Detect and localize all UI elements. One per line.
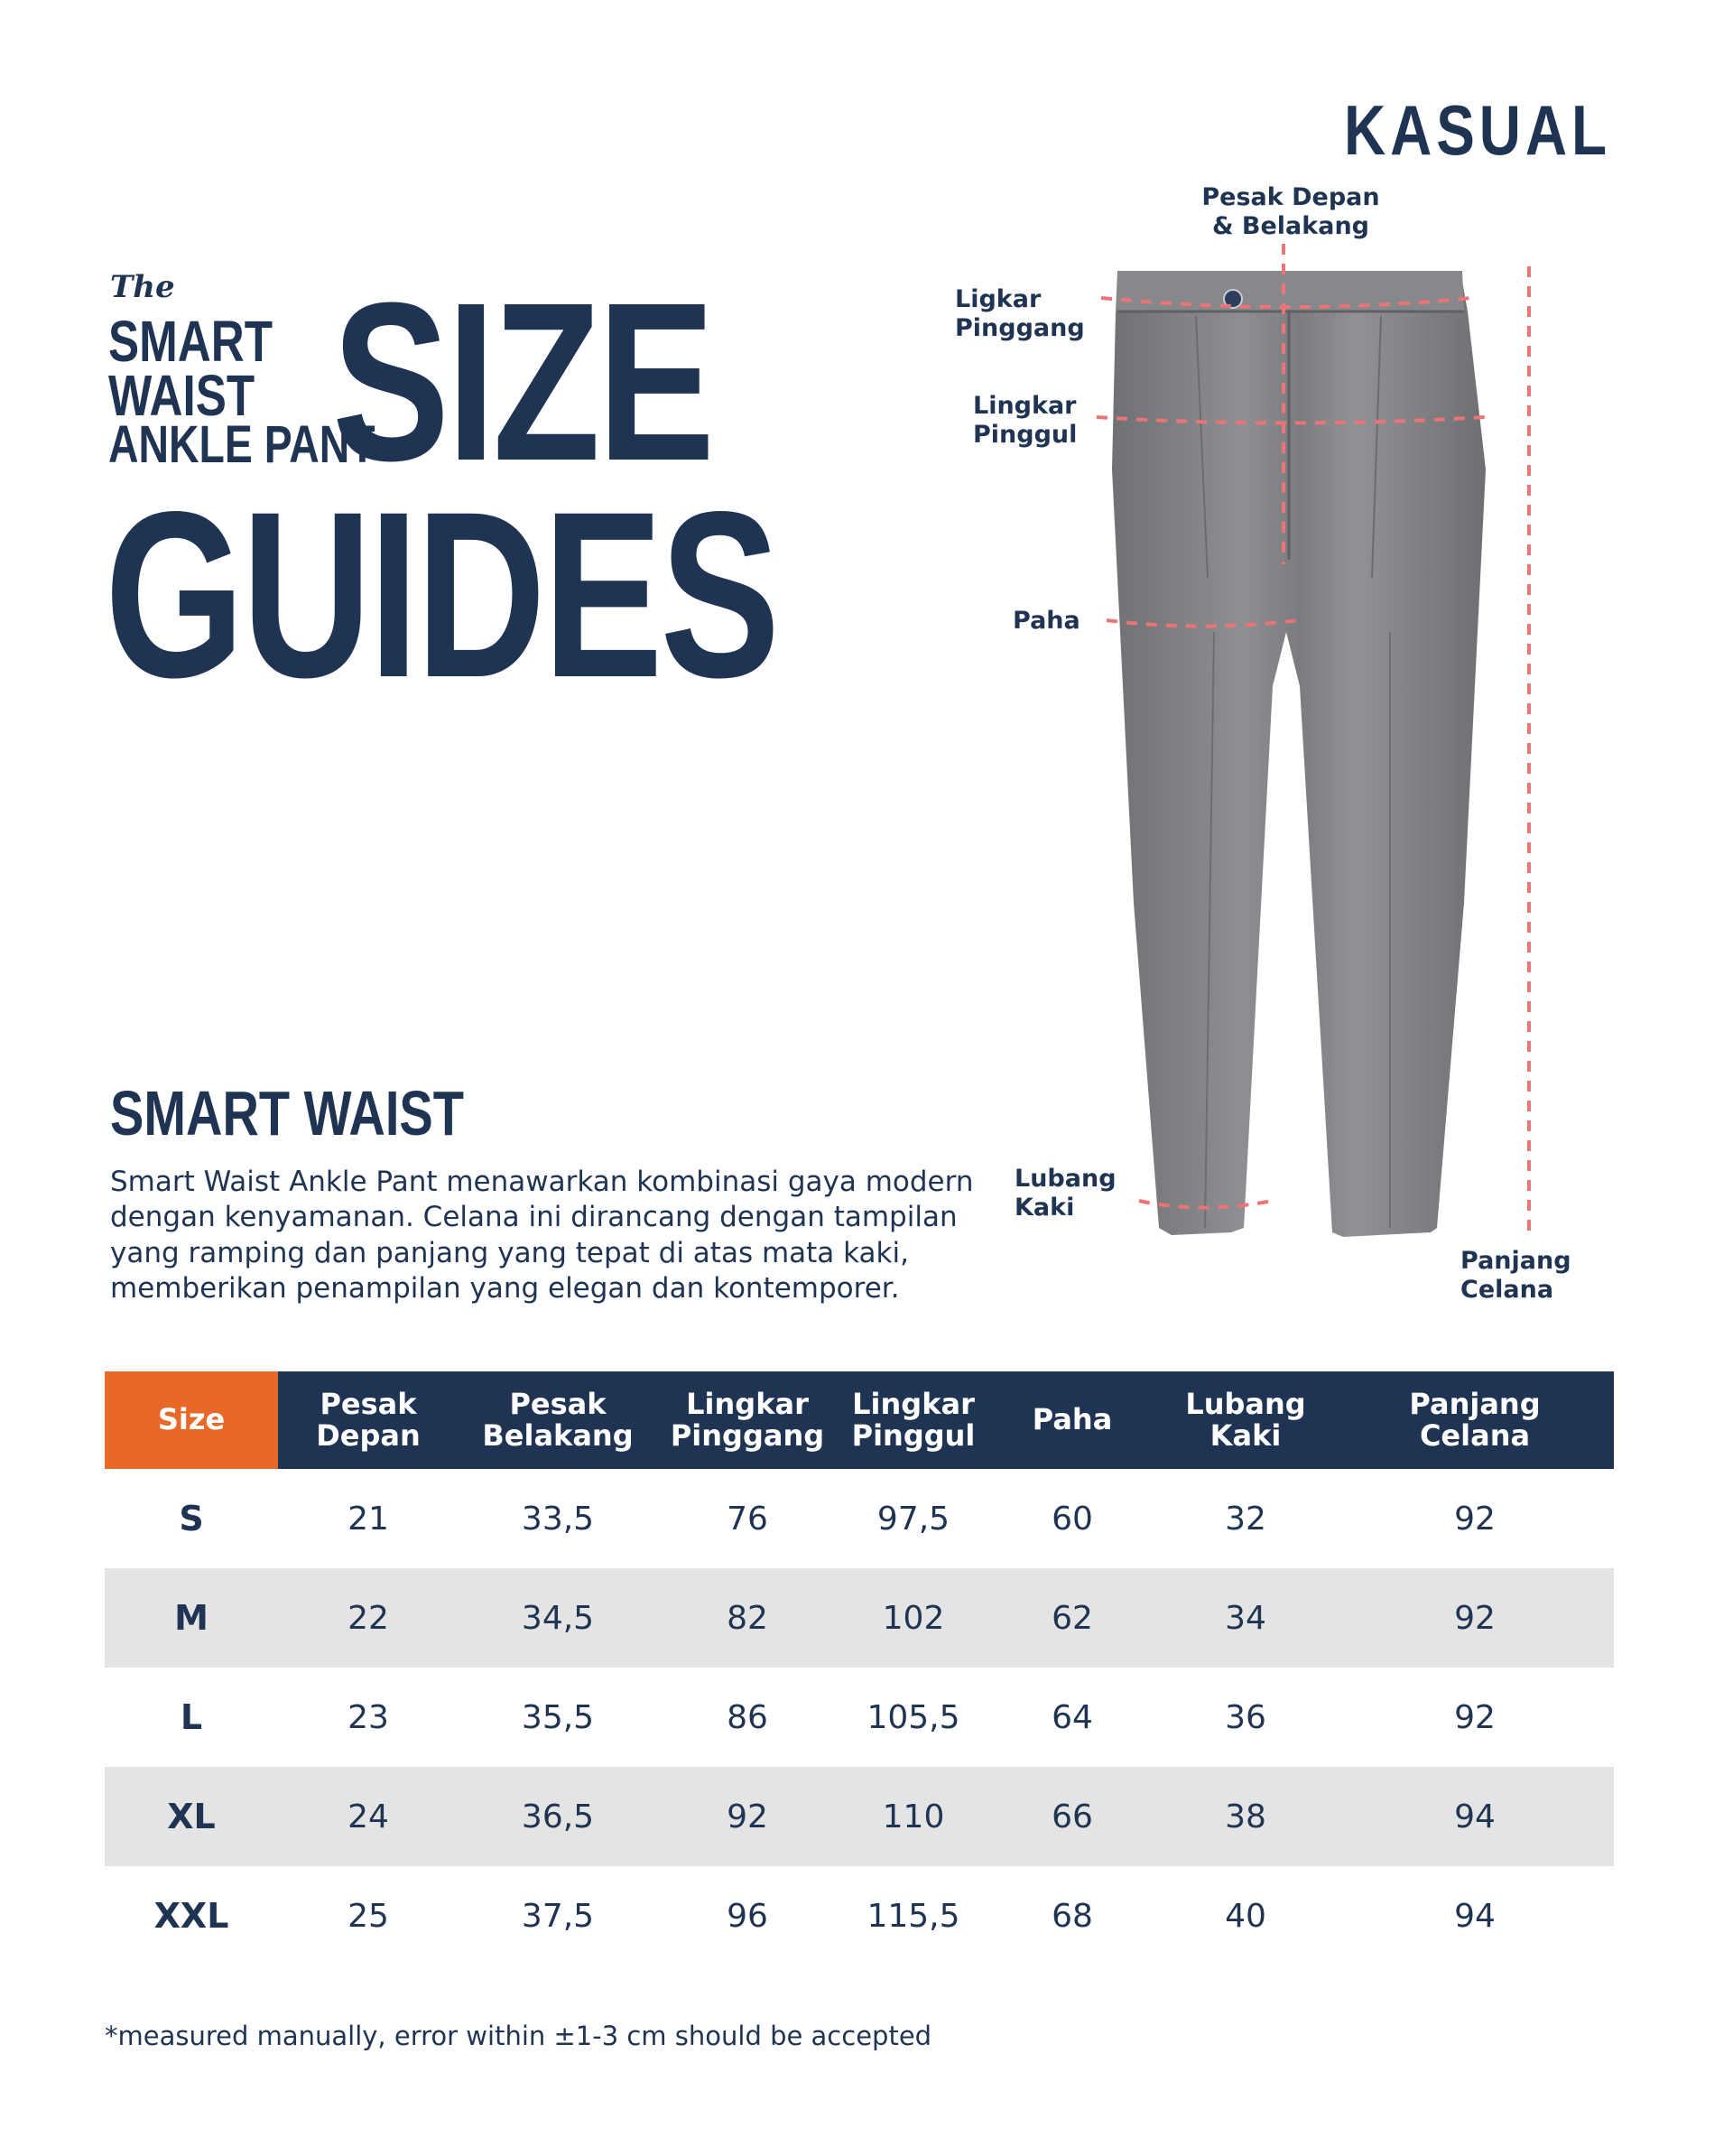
table-cell: 35,5 — [521, 1698, 595, 1736]
table-cell: 66 — [989, 1767, 1155, 1866]
header-pesak-depan: Pesak Depan — [278, 1371, 459, 1469]
table-cell: 68 — [1052, 1897, 1093, 1935]
section-description: Smart Waist Ankle Pant menawarkan kombinasi gaya modern dengan kenyamanan. Celana ini dirancang dengan tampilan yang ramping dan panjang yang tepat di atas mata kaki, memberikan penampilan yang elegan dan kontemporer. — [110, 1166, 974, 1306]
label-lingkar-pinggul: Lingkar Pinggul — [973, 392, 1078, 449]
pant-illustration — [1112, 271, 1486, 1237]
table-row — [105, 1767, 1614, 1866]
table-cell: 62 — [989, 1568, 1155, 1668]
table-cell: 94 — [1336, 1767, 1614, 1866]
title-size: SIZE — [332, 256, 712, 507]
table-cell: 102 — [838, 1568, 989, 1668]
table-cell: 105,5 — [866, 1698, 960, 1736]
table-cell: 33,5 — [521, 1500, 595, 1538]
table-cell: M — [105, 1568, 278, 1668]
table-cell: 38 — [1155, 1767, 1336, 1866]
table-cell: 36,5 — [459, 1767, 657, 1866]
label-lingkar-pinggang: Ligkar Pinggang — [955, 285, 1085, 342]
label-panjang-celana: Panjang Celana — [1460, 1247, 1571, 1304]
header-size: Size — [105, 1371, 278, 1469]
table-cell: 96 — [727, 1897, 768, 1935]
table-cell: 23 — [348, 1698, 389, 1736]
table-cell: S — [179, 1499, 204, 1538]
footnote: *measured manually, error within ±1-3 cm should be accepted — [105, 2021, 932, 2051]
header-lingkar-pinggul: Lingkar Pinggul — [838, 1371, 989, 1469]
table-cell: 60 — [1052, 1500, 1093, 1538]
table-cell: 34 — [1155, 1568, 1336, 1668]
label-paha: Paha — [1013, 607, 1080, 635]
table-cell: 86 — [727, 1698, 768, 1736]
table-cell: 92 — [1454, 1698, 1496, 1736]
size-table — [105, 1371, 1614, 1965]
label-lubang-kaki: Lubang Kaki — [1015, 1165, 1117, 1222]
table-cell: 22 — [278, 1568, 459, 1668]
table-row — [105, 1568, 1614, 1668]
table-cell: 92 — [1336, 1568, 1614, 1668]
table-cell: 92 — [1454, 1500, 1496, 1538]
table-cell: 94 — [1454, 1897, 1496, 1935]
title-line-smart: SMART — [108, 309, 273, 374]
table-cell: 36 — [1225, 1698, 1266, 1736]
table-row — [105, 1469, 1614, 1568]
table-cell: 25 — [348, 1897, 389, 1935]
table-cell: XXL — [153, 1896, 229, 1936]
table-cell: 97,5 — [876, 1500, 950, 1538]
table-cell: L — [180, 1697, 203, 1737]
header-panjang-celana: Panjang Celana — [1336, 1371, 1614, 1469]
title-line-ankle-pant: ANKLE PANT — [108, 415, 375, 474]
table-cell: 82 — [657, 1568, 838, 1668]
table-cell: 24 — [278, 1767, 459, 1866]
table-cell: 115,5 — [866, 1897, 960, 1935]
table-row — [105, 1668, 1614, 1767]
table-cell: 64 — [1052, 1698, 1093, 1736]
table-cell: 40 — [1225, 1897, 1266, 1935]
table-cell: 21 — [348, 1500, 389, 1538]
title-guides: GUIDES — [105, 462, 778, 727]
table-cell: 32 — [1225, 1500, 1266, 1538]
table-cell: 76 — [727, 1500, 768, 1538]
title-the: The — [110, 269, 175, 305]
header-pesak-belakang: Pesak Belakang — [459, 1371, 657, 1469]
table-cell: 34,5 — [459, 1568, 657, 1668]
brand-logo: KASUAL — [1343, 90, 1611, 170]
header-paha: Paha — [989, 1371, 1155, 1469]
title-line-waist: WAIST — [108, 363, 255, 428]
table-cell: XL — [105, 1767, 278, 1866]
table-cell: 92 — [657, 1767, 838, 1866]
table-row — [105, 1866, 1614, 1965]
label-pesak: Pesak Depan & Belakang — [1201, 183, 1380, 240]
table-cell: 110 — [838, 1767, 989, 1866]
header-lingkar-pinggang: Lingkar Pinggang — [657, 1371, 838, 1469]
table-cell: 37,5 — [521, 1897, 595, 1935]
section-heading: SMART WAIST — [110, 1078, 464, 1148]
header-lubang-kaki: Lubang Kaki — [1155, 1371, 1336, 1469]
table-header-row — [105, 1371, 1614, 1469]
